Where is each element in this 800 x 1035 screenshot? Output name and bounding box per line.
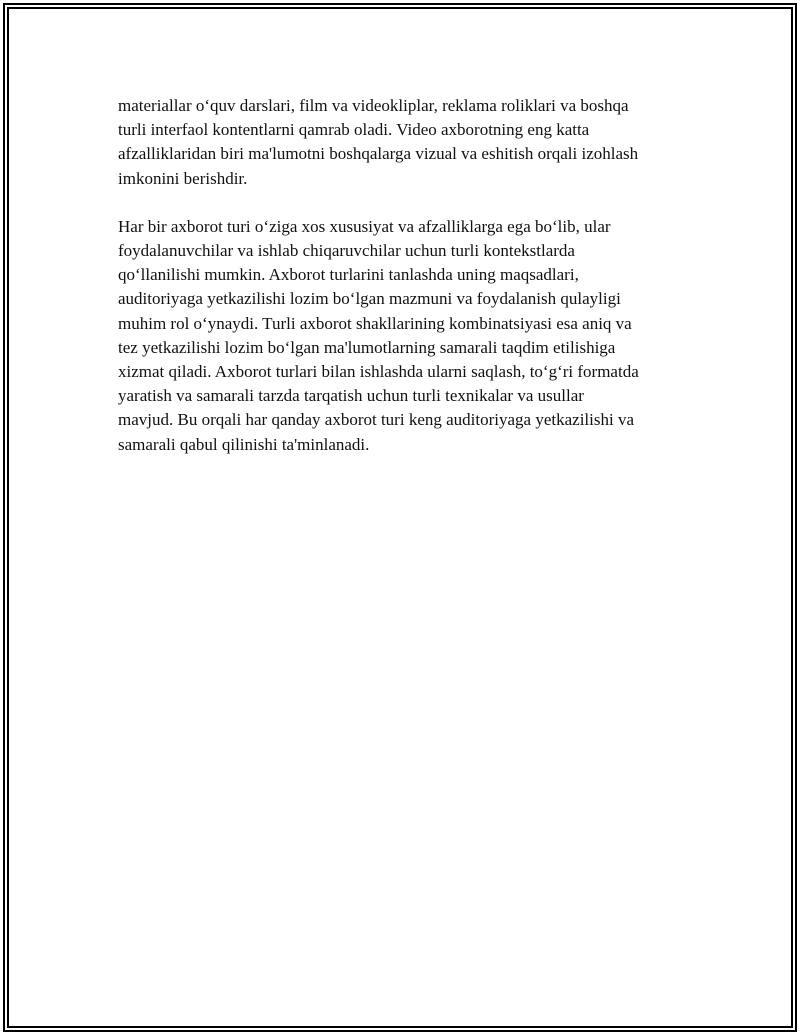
paragraph-2	[118, 215, 698, 457]
paragraph-1-line-1: materiallar o‘quv darslari, film va videokliplar, reklama roliklari va boshqa	[118, 96, 629, 115]
document-body	[118, 94, 698, 457]
paragraph-1-line-2: turli interfaol kontentlarni qamrab oladi. Video axborotning eng katta	[118, 120, 590, 140]
paragraph-1-line-3: afzalliklaridan biri ma'lumotni boshqalarga vizual va eshitish orqali izohlash	[118, 144, 639, 164]
paragraph-1-line-4: imkonini berishdir.	[118, 168, 248, 188]
paragraph-2-line-5: muhim rol o‘ynaydi. Turli axborot shakllarining kombinatsiyasi esa aniq va	[118, 313, 632, 333]
paragraph-2-line-4: auditoriyaga yetkazilishi lozim bo‘lgan mazmuni va foydalanish qulayligi	[118, 289, 621, 309]
paragraph-2-line-1: Har bir axborot turi o‘ziga xos xususiyat va afzalliklarga ega bo‘lib, ular	[118, 216, 611, 236]
paragraph-2-line-3: qo‘llanilishi mumkin. Axborot turlarini tanlashda uning maqsadlari,	[118, 265, 579, 285]
paragraph-2-line-10: samarali qabul qilinishi ta'minlanadi.	[118, 434, 370, 454]
paragraph-2-line-7: xizmat qiladi. Axborot turlari bilan ishlashda ularni saqlash, to‘g‘ri formatda	[118, 362, 639, 382]
paragraph-2-line-9: mavjud. Bu orqali har qanday axborot turi keng auditoriyaga yetkazilishi va	[118, 410, 634, 430]
paragraph-1	[118, 94, 698, 191]
paragraph-2-line-8: yaratish va samarali tarzda tarqatish uchun turli texnikalar va usullar	[118, 386, 584, 406]
paragraph-2-line-6: tez yetkazilishi lozim bo‘lgan ma'lumotlarning samarali taqdim etilishiga	[118, 337, 616, 357]
paragraph-2-line-2: foydalanuvchilar va ishlab chiqaruvchilar uchun turli kontekstlarda	[118, 241, 575, 261]
